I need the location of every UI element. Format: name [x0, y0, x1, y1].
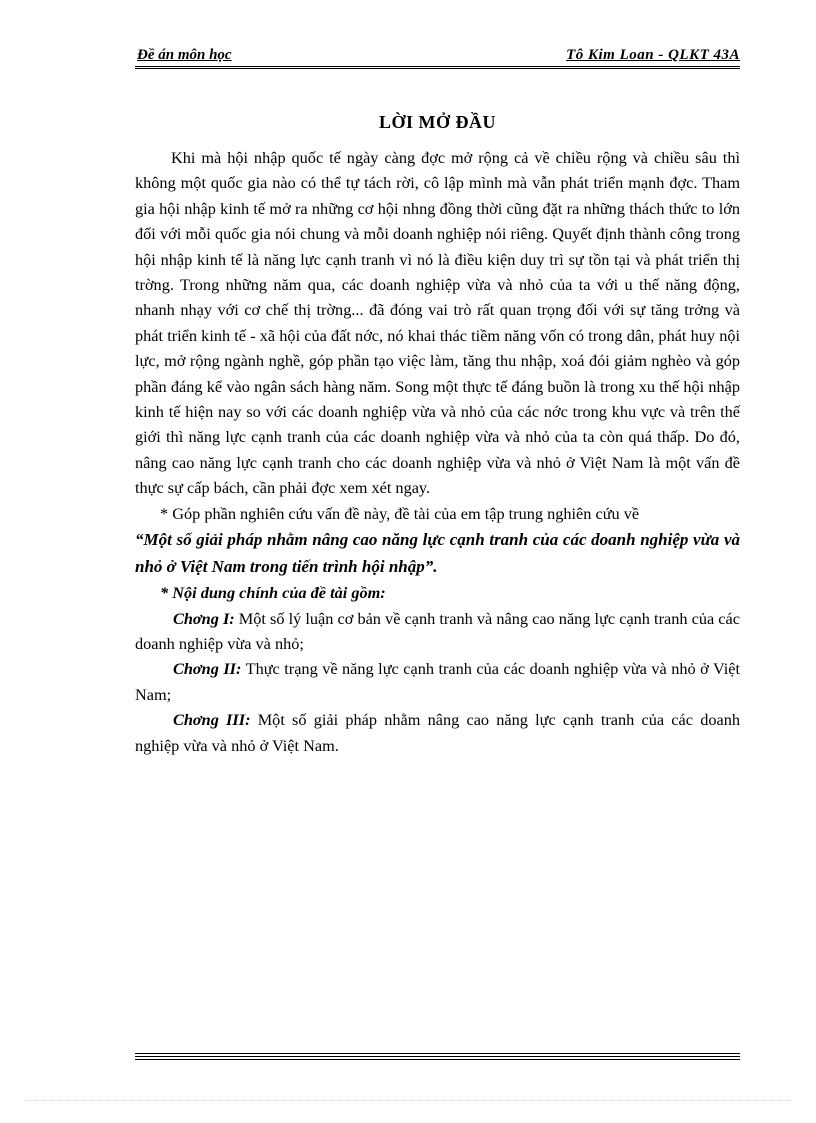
header-author-label: Tô Kim Loan - QLKT 43A [566, 47, 740, 63]
header-course-label: Đề án môn học [137, 47, 232, 63]
chapter-text: Một số giải pháp nhằm nâng cao năng lực cạnh tranh của các doanh nghiệp vừa và nhỏ ở Việt Nam. [135, 710, 740, 755]
page-bottom-divider [25, 1100, 791, 1101]
chapter-item [135, 707, 740, 758]
chapter-label: Chơng I: [173, 608, 235, 628]
research-intro-paragraph: * Góp phần nghiên cứu vấn đề này, đề tài của em tập trung nghiên cứu về [160, 503, 640, 523]
page-title: LỜI MỞ ĐẦU [379, 112, 496, 132]
header-rule-secondary [135, 68, 740, 69]
chapter-item [135, 606, 740, 657]
chapter-item [135, 656, 740, 707]
page-header [135, 47, 740, 69]
chapter-label: Chơng III: [173, 710, 251, 730]
footer-rule-tertiary [135, 1059, 740, 1060]
chapter-text: Thực trạng về năng lực cạnh tranh của các doanh nghiệp vừa và nhỏ ở Việt Nam; [135, 659, 741, 704]
chapter-label: Chơng II: [173, 659, 242, 679]
header-rule [135, 66, 740, 67]
contents-heading: * Nội dung chính của đề tài gồm: [160, 583, 386, 603]
intro-paragraph: Khi mà hội nhập quốc tế ngày càng đợc mở rộng cả về chiều rộng và chiều sâu thì không một quốc gia nào có thể tự tách rời, cô lập mình mà vẫn phát triển mạnh đợc. Tham gia hội nhập kinh tế mở ra những cơ hội nhng đồng thời cũng đặt ra những thách thức to lớn đối với mỗi quốc gia nói chung và mỗi doanh nghiệp nói riêng. Quyết định thành công trong hội nhập kinh tế là năng lực cạnh tranh vì nó là điều kiện duy trì sự tồn tại và phát triển thị trờng. Trong những năm qua, các doanh nghiệp vừa và nhỏ của ta với u thế năng động, nhanh nhạy với cơ chế thị trờng... đã đóng vai trò rất quan trọng đối với sự tăng trởng và phát triển kinh tế - xã hội của đất nớc, nó khai thác tiềm năng vốn có trong dân, phát huy nội lực, mở rộng ngành nghề, góp phần tạo việc làm, tăng thu nhập, xoá đói giảm nghèo và góp phần đáng kể vào ngân sách hàng năm. Song một thực tế đáng buồn là trong xu thế hội nhập kinh tế hiện nay so với các doanh nghiệp vừa và nhỏ của các nớc trong khu vực và trên thế giới thì năng lực cạnh tranh của các doanh nghiệp vừa và nhỏ của ta còn quá thấp. Do đó, nâng cao năng lực cạnh tranh cho các doanh nghiệp vừa và nhỏ ở Việt Nam là một vấn đề thực sự cấp bách, cần phải đợc xem xét ngay. [135, 148, 740, 498]
footer-rule-secondary [135, 1056, 740, 1057]
footer-rule [135, 1053, 740, 1054]
chapter-text: Một số lý luận cơ bản về cạnh tranh và nâng cao năng lực cạnh tranh của các doanh nghiệp vừa và nhỏ; [135, 608, 740, 653]
research-topic: “Một số giải pháp nhằm nâng cao năng lực cạnh tranh của các doanh nghiệp vừa và nhỏ ở Việt Nam trong tiến trình hội nhập”. [135, 530, 740, 577]
document-body [135, 145, 740, 758]
